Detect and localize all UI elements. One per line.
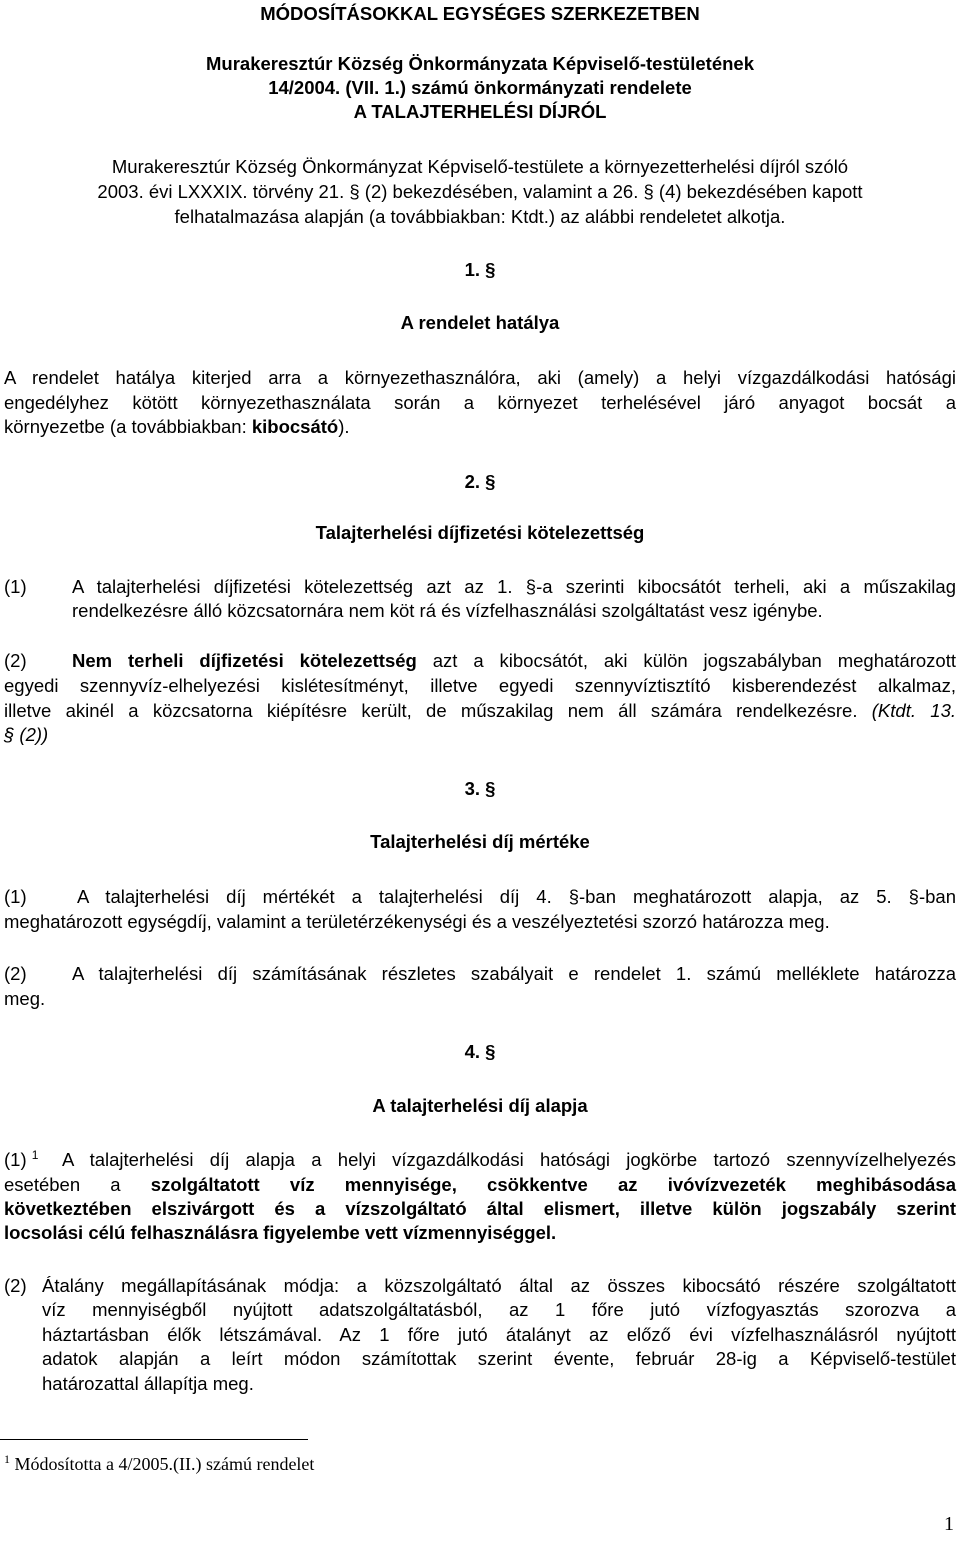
section-4-para-2-line-4: adatok alapján a leírt módon számítottak szerint évente, február 28-ig a Képviselő-testület bbox=[42, 1348, 956, 1369]
preamble-line-1: Murakeresztúr Község Önkormányzat Képviselő-testülete a környezetterhelési díjról szóló bbox=[111, 156, 849, 177]
section-2-para-2-line-3: illetve akinél a közcsatorna kiépítésre került, de műszakilag nem áll számára rendelkezésre. (Ktdt. 13. bbox=[4, 700, 956, 721]
preamble-line-3: felhatalmazása alapján (a továbbiakban: Ktdt.) az alábbi rendeletet alkotja. bbox=[174, 206, 786, 227]
section-2-para-2-line-4: § (2)) bbox=[4, 724, 49, 745]
preamble-line-2: 2003. évi LXXXIX. törvény 21. § (2) bekezdésében, valamint a 26. § (4) bekezdésében kapott bbox=[97, 181, 863, 202]
section-3-para-2-number: (2) bbox=[4, 963, 27, 984]
section-4-para-1-line-1: A talajterhelési díj alapja a helyi vízgazdálkodási hatósági jogkörbe tartozó szennyvízelhelyezés bbox=[62, 1149, 956, 1170]
section-2-para-2-line-2: egyedi szennyvíz-elhelyezési kislétesítményt, illetve egyedi szennyvíztisztító kisberendezést alkalmaz, bbox=[4, 675, 956, 696]
footnote-text: Módosította a 4/2005.(II.) számú rendelet bbox=[14, 1454, 315, 1474]
section-4-para-1-line-2: esetében a szolgáltatott víz mennyisége, csökkentve az ivóvízvezeték meghibásodása bbox=[4, 1174, 956, 1195]
page-number: 1 bbox=[944, 1513, 954, 1535]
section-4-title: A talajterhelési díj alapja bbox=[372, 1095, 588, 1116]
section-4-number: 4. § bbox=[464, 1041, 496, 1062]
section-2-number: 2. § bbox=[464, 471, 496, 492]
section-3-title: Talajterhelési díj mértéke bbox=[370, 831, 590, 852]
section-3-para-1-line-1: A talajterhelési díj mértékét a talajterhelési díj 4. §-ban meghatározott alapja, az 5. §-ban bbox=[77, 886, 956, 907]
footnote bbox=[4, 1452, 314, 1476]
section-2-para-1-line-2: rendelkezésre álló közcsatornára nem köt rá és vízfelhasználási szolgáltatást vesz igénybe. bbox=[72, 600, 823, 621]
section-3-para-2-line-1: A talajterhelési díj számításának részletes szabályait e rendelet 1. számú melléklete határozza bbox=[72, 963, 956, 984]
section-2-para-2-number: (2) bbox=[4, 650, 27, 671]
section-4-para-1-line-3: következtében elszivárgott és a vízszolgáltató által elismert, illetve külön jogszabály szerint bbox=[4, 1198, 956, 1219]
footnote-separator bbox=[0, 1439, 308, 1440]
section-4-para-2-line-5: határozattal állapítja meg. bbox=[42, 1373, 254, 1394]
section-4-para-1-line-4: locsolási célú felhasználásra figyelembe vett vízmennyiséggel. bbox=[4, 1222, 557, 1243]
defined-term: kibocsátó bbox=[251, 416, 339, 437]
section-1-title: A rendelet hatálya bbox=[400, 312, 560, 333]
regulation-number: 14/2004. (VII. 1.) számú önkormányzati rendelete bbox=[268, 77, 692, 98]
section-1-text-line-1: A rendelet hatálya kiterjed arra a környezethasználóra, aki (amely) a helyi vízgazdálkodási hatósági bbox=[4, 367, 956, 388]
section-3-para-1-number: (1) bbox=[4, 886, 27, 907]
issuer-line: Murakeresztúr Község Önkormányzata Képviselő-testületének bbox=[206, 53, 754, 74]
section-1-text-line-2: engedélyhez kötött környezethasználata során a környezet terhelésével járó anyagot bocsát a bbox=[4, 392, 956, 413]
section-2-para-1-number: (1) bbox=[4, 576, 27, 597]
document-heading: MÓDOSÍTÁSOKKAL EGYSÉGES SZERKEZETBEN bbox=[260, 3, 700, 24]
section-4-para-1-number: (1) $^1$ bbox=[4, 1147, 39, 1170]
section-1-number: 1. § bbox=[464, 259, 496, 280]
section-1-text-line-3: környezetbe (a továbbiakban: kibocsátó). bbox=[4, 416, 350, 437]
regulation-title: A TALAJTERHELÉSI DÍJRÓL bbox=[353, 101, 607, 122]
section-2-para-1-line-1: A talajterhelési díjfizetési kötelezettség azt az 1. §-a szerinti kibocsátót terheli, aki a műszakilag bbox=[72, 576, 956, 597]
section-4-para-2-line-2: víz mennyiségből nyújtott adatszolgáltatásból, az 1 főre jutó vízfogyasztás szorozva a bbox=[42, 1299, 956, 1320]
section-4-para-2-line-1: Átalány megállapításának módja: a közszolgáltató által az összes kibocsátó részére szolgáltatott bbox=[42, 1275, 956, 1296]
section-3-number: 3. § bbox=[464, 778, 496, 799]
section-3-para-1-line-2: meghatározott egységdíj, valamint a területérzékenységi és a veszélyeztetési szorzó határozza meg. bbox=[4, 911, 830, 932]
section-4-para-2-number: (2) bbox=[4, 1275, 27, 1296]
section-3-para-2-line-2: meg. bbox=[4, 988, 46, 1009]
footnote-reference: 1 bbox=[31, 1147, 39, 1162]
section-2-title: Talajterhelési díjfizetési kötelezettség bbox=[315, 522, 645, 543]
footnote-number: 1 bbox=[4, 1452, 10, 1466]
section-2-para-2-line-1: Nem terheli díjfizetési kötelezettség azt a kibocsátót, aki külön jogszabályban meghatározott bbox=[72, 650, 956, 671]
section-4-para-2-line-3: háztartásban élők létszámával. Az 1 főre jutó átalányt az előző évi vízfelhasználásról nyújtott bbox=[42, 1324, 956, 1345]
